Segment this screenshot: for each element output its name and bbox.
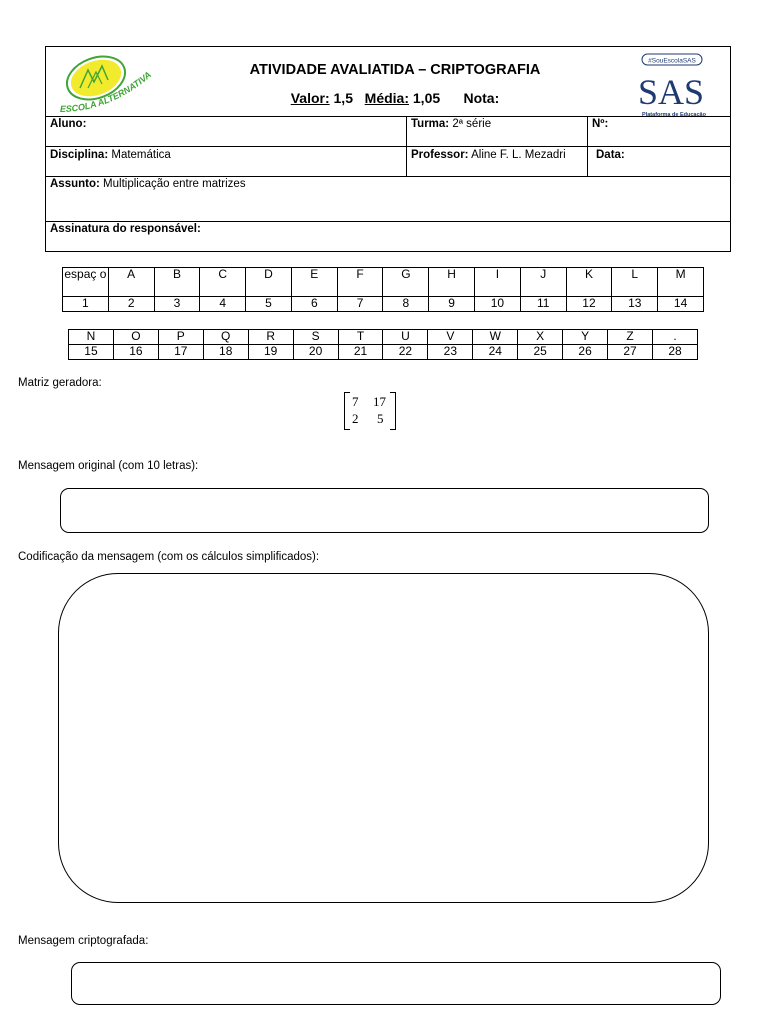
letter-cell: G (383, 268, 429, 297)
number-cell: 6 (291, 297, 337, 312)
number-cell: 13 (612, 297, 658, 312)
divider (45, 221, 731, 222)
number-cell: 8 (383, 297, 429, 312)
divider (45, 146, 731, 147)
divider (587, 116, 588, 176)
letter-cell: B (154, 268, 200, 297)
letter-cell: J (520, 268, 566, 297)
letter-cell: Z (608, 330, 653, 345)
codificacao-label: Codificação da mensagem (com os cálculos simplificados): (18, 551, 320, 563)
grade-info (170, 90, 620, 106)
number-cell: 26 (563, 345, 608, 360)
number-row (63, 297, 704, 312)
number-cell: 19 (248, 345, 293, 360)
number-cell: 25 (518, 345, 563, 360)
letter-cell: D (246, 268, 292, 297)
sas-tag: #SouEscolaSAS (648, 57, 696, 65)
letter-cell: Y (563, 330, 608, 345)
letter-cell: E (291, 268, 337, 297)
matrix-cell: 2 (352, 411, 359, 426)
right-bracket (390, 392, 396, 430)
media-label: Média: (364, 90, 409, 106)
school-logo-text: ESCOLA ALTERNATIVA (59, 69, 154, 115)
letter-cell: U (383, 330, 428, 345)
media-value: 1,05 (412, 90, 441, 106)
letter-row (63, 268, 704, 297)
letter-code-table-2 (68, 329, 698, 360)
number-cell: 20 (293, 345, 338, 360)
number-cell: 10 (475, 297, 521, 312)
number-cell: 21 (338, 345, 383, 360)
matrix-cell: 17 (373, 394, 386, 409)
number-cell: 12 (566, 297, 612, 312)
letter-cell: P (158, 330, 203, 345)
letter-cell: Q (203, 330, 248, 345)
letter-cell: F (337, 268, 383, 297)
numero-field: Nº: (592, 118, 609, 130)
letter-cell: A (108, 268, 154, 297)
divider (45, 116, 731, 117)
letter-cell: T (338, 330, 383, 345)
sas-logo (632, 52, 710, 118)
escola-alternativa-logo (52, 50, 162, 118)
number-cell: 7 (337, 297, 383, 312)
letter-cell: O (113, 330, 158, 345)
number-cell: 2 (108, 297, 154, 312)
matrix-cell: 7 (352, 394, 359, 409)
generator-matrix (344, 392, 396, 428)
letter-cell: C (200, 268, 246, 297)
matrix-cell: 5 (377, 411, 384, 426)
letter-code-table-1 (62, 267, 704, 312)
number-cell: 17 (158, 345, 203, 360)
number-cell: 14 (658, 297, 704, 312)
disciplina-field: Disciplina: Matemática (50, 149, 171, 161)
number-cell: 1 (63, 297, 109, 312)
sas-name: SAS (637, 72, 705, 112)
mensagem-cripto-label: Mensagem criptografada: (18, 935, 149, 947)
number-cell: 18 (203, 345, 248, 360)
number-cell: 16 (113, 345, 158, 360)
nota-label: Nota: (463, 90, 500, 106)
number-cell: 5 (246, 297, 292, 312)
letter-cell: espaç o (63, 268, 109, 297)
mensagem-original-label: Mensagem original (com 10 letras): (18, 460, 199, 472)
assunto-field: Assunto: Multiplicação entre matrizes (50, 178, 246, 190)
letter-row (69, 330, 698, 345)
number-cell: 3 (154, 297, 200, 312)
page-title: ATIVIDADE AVALIATIDA – CRIPTOGRAFIA (249, 62, 541, 78)
letter-cell: I (475, 268, 521, 297)
letter-cell: M (658, 268, 704, 297)
letter-cell: H (429, 268, 475, 297)
number-cell: 28 (652, 345, 697, 360)
letter-cell: K (566, 268, 612, 297)
turma-field: Turma: 2ª série (411, 118, 492, 130)
number-cell: 22 (383, 345, 428, 360)
letter-cell: X (518, 330, 563, 345)
letter-cell: R (248, 330, 293, 345)
number-cell: 11 (520, 297, 566, 312)
aluno-field: Aluno: (50, 118, 87, 130)
number-cell: 23 (428, 345, 473, 360)
number-cell: 9 (429, 297, 475, 312)
letter-cell: S (293, 330, 338, 345)
codificacao-box[interactable] (58, 573, 709, 903)
matriz-label: Matriz geradora: (18, 377, 102, 389)
professor-field: Professor: Aline F. L. Mezadri (411, 149, 566, 161)
sas-tagline: Plataforma de Educação (642, 112, 706, 118)
number-cell: 15 (69, 345, 114, 360)
mensagem-cripto-box[interactable] (71, 962, 721, 1005)
letter-cell: . (652, 330, 697, 345)
divider (45, 176, 731, 177)
number-cell: 24 (473, 345, 518, 360)
letter-cell: N (69, 330, 114, 345)
letter-cell: L (612, 268, 658, 297)
number-cell: 4 (200, 297, 246, 312)
letter-cell: V (428, 330, 473, 345)
left-bracket (344, 392, 350, 430)
number-row (69, 345, 698, 360)
divider (406, 116, 407, 176)
data-field: Data: (596, 149, 625, 161)
mensagem-original-box[interactable] (60, 488, 709, 533)
number-cell: 27 (608, 345, 653, 360)
letter-cell: W (473, 330, 518, 345)
valor-value: 1,5 (333, 90, 353, 106)
assinatura-field: Assinatura do responsável: (50, 223, 201, 235)
valor-label: Valor: (290, 90, 330, 106)
